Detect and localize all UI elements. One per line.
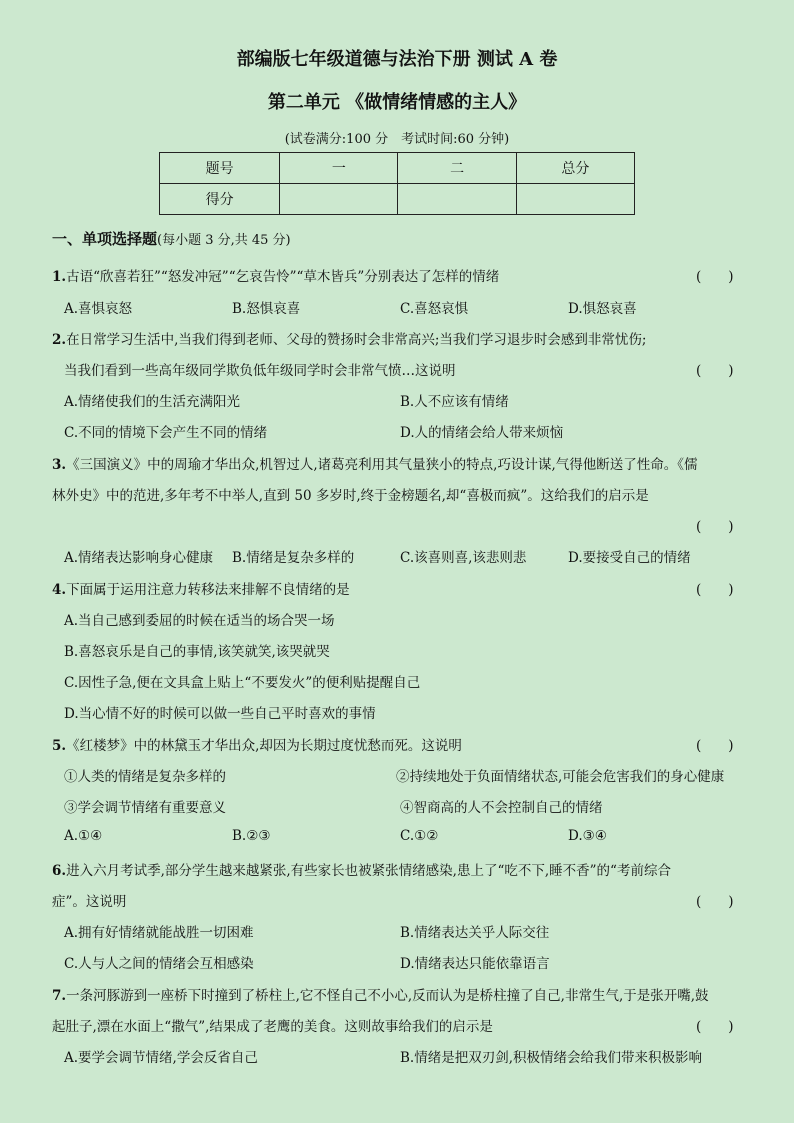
- answer-bracket-3: ( ): [696, 519, 734, 535]
- option-2a: A.情绪使我们的生活充满阳光: [64, 394, 241, 410]
- answer-bracket-1: ( ): [696, 269, 734, 285]
- question-text: 《三国演义》中的周瑜才华出众,机智过人,诸葛亮利用其气量狭小的特点,巧设计谋,气得他断送了性命。《儒: [66, 457, 698, 473]
- option-1a: A.喜惧哀怒: [64, 301, 133, 317]
- option-5a: A.①④: [64, 828, 103, 844]
- question-3-cont: 林外史》中的范进,多年考不中举人,直到 50 多岁时,终于金榜题名,却“喜极而疯”。这给我们的启示是: [52, 488, 649, 504]
- option-4b: B.喜怒哀乐是自己的事情,该笑就笑,该哭就哭: [64, 644, 330, 660]
- question-2: [52, 328, 646, 348]
- option-5d: D.③④: [568, 828, 607, 844]
- question-3: [52, 453, 698, 473]
- option-5b: B.②③: [232, 828, 271, 844]
- question-text: 在日常学习生活中,当我们得到老师、父母的赞扬时会非常高兴;当我们学习退步时会感到非常忧伤;: [66, 332, 647, 348]
- question-number: 5.: [52, 738, 67, 754]
- question-4: [52, 578, 350, 598]
- unit-title: 第二单元 《做情绪情感的主人》: [267, 92, 527, 113]
- option-3a: A.情绪表达影响身心健康: [64, 550, 214, 566]
- score-cell-part1: [280, 184, 398, 215]
- option-2d: D.人的情绪会给人带来烦恼: [400, 425, 564, 441]
- option-3c: C.该喜则喜,该悲则悲: [400, 550, 527, 566]
- answer-bracket-2: ( ): [696, 363, 734, 379]
- statement-5-4: ④智商高的人不会控制自己的情绪: [400, 800, 603, 816]
- option-5c: C.①②: [400, 828, 439, 844]
- question-text: 进入六月考试季,部分学生越来越紧张,有些家长也被紧张情绪感染,患上了“吃不下,睡不香”的“考前综合: [66, 863, 671, 879]
- score-cell-total: [516, 184, 634, 215]
- question-number: 2.: [52, 332, 67, 348]
- section-heading: [52, 228, 291, 249]
- answer-bracket-7: ( ): [696, 1019, 734, 1035]
- header-cell-total: 总分: [516, 153, 634, 184]
- score-cell-label: 得分: [160, 184, 280, 215]
- question-7: [52, 984, 709, 1004]
- answer-bracket-4: ( ): [696, 582, 734, 598]
- header-cell-part1: 一: [280, 153, 398, 184]
- answer-bracket-6: ( ): [696, 894, 734, 910]
- option-4a: A.当自己感到委屈的时候在适当的场合哭一场: [64, 613, 335, 629]
- option-1b: B.怒惧哀喜: [232, 301, 301, 317]
- option-4c: C.因性子急,便在文具盒上贴上“不要发火”的便利贴提醒自己: [64, 675, 421, 691]
- option-3b: B.情绪是复杂多样的: [232, 550, 355, 566]
- option-2c: C.不同的情境下会产生不同的情绪: [64, 425, 268, 441]
- exam-info: (试卷满分:100 分 考试时间:60 分钟): [284, 132, 510, 147]
- exam-title: 部编版七年级道德与法治下册 测试 A 卷: [236, 49, 558, 70]
- question-number: 3.: [52, 457, 67, 473]
- question-7-cont: 起肚子,漂在水面上“撒气”,结果成了老鹰的美食。这则故事给我们的启示是: [52, 1019, 493, 1035]
- section-title: 一、单项选择题: [52, 230, 158, 248]
- option-6d: D.情绪表达只能依靠语言: [400, 956, 550, 972]
- question-6: [52, 859, 671, 879]
- question-number: 6.: [52, 863, 67, 879]
- score-table-header-row: [160, 153, 635, 184]
- question-text: 下面属于运用注意力转移法来排解不良情绪的是: [66, 582, 350, 598]
- option-3d: D.要接受自己的情绪: [568, 550, 691, 566]
- question-number: 1.: [52, 269, 67, 285]
- option-6b: B.情绪表达关乎人际交往: [400, 925, 550, 941]
- option-1c: C.喜怒哀惧: [400, 301, 469, 317]
- option-6a: A.拥有好情绪就能战胜一切困难: [64, 925, 254, 941]
- option-1d: D.惧怒哀喜: [568, 301, 637, 317]
- option-6c: C.人与人之间的情绪会互相感染: [64, 956, 254, 972]
- question-text: 一条河豚游到一座桥下时撞到了桥柱上,它不怪自己不小心,反而认为是桥柱撞了自己,非常生气,于是张开嘴,鼓: [66, 988, 709, 1004]
- option-2b: B.人不应该有情绪: [400, 394, 509, 410]
- question-number: 7.: [52, 988, 67, 1004]
- question-5: [52, 734, 462, 754]
- question-6-cont: 症”。这说明: [52, 894, 127, 910]
- header-cell-label: 题号: [160, 153, 280, 184]
- question-2-cont: 当我们看到一些高年级同学欺负低年级同学时会非常气愤…这说明: [64, 363, 456, 379]
- question-1: [52, 265, 499, 285]
- score-cell-part2: [398, 184, 516, 215]
- score-table: [159, 152, 635, 215]
- statement-5-1: ①人类的情绪是复杂多样的: [64, 769, 226, 785]
- question-number: 4.: [52, 582, 67, 598]
- option-7a: A.要学会调节情绪,学会反省自己: [64, 1050, 258, 1066]
- score-table-score-row: [160, 184, 635, 215]
- answer-bracket-5: ( ): [696, 738, 734, 754]
- option-4d: D.当心情不好的时候可以做一些自己平时喜欢的事情: [64, 706, 376, 722]
- header-cell-part2: 二: [398, 153, 516, 184]
- option-7b: B.情绪是把双刃剑,积极情绪会给我们带来积极影响: [400, 1050, 703, 1066]
- section-note: (每小题 3 分,共 45 分): [157, 233, 291, 248]
- statement-5-2: ②持续地处于负面情绪状态,可能会危害我们的身心健康: [396, 769, 725, 785]
- statement-5-3: ③学会调节情绪有重要意义: [64, 800, 226, 816]
- question-text: 《红楼梦》中的林黛玉才华出众,却因为长期过度忧愁而死。这说明: [66, 738, 462, 754]
- question-text: 古语“欣喜若狂”“怒发冲冠”“乞哀告怜”“草木皆兵”分别表达了怎样的情绪: [66, 269, 500, 285]
